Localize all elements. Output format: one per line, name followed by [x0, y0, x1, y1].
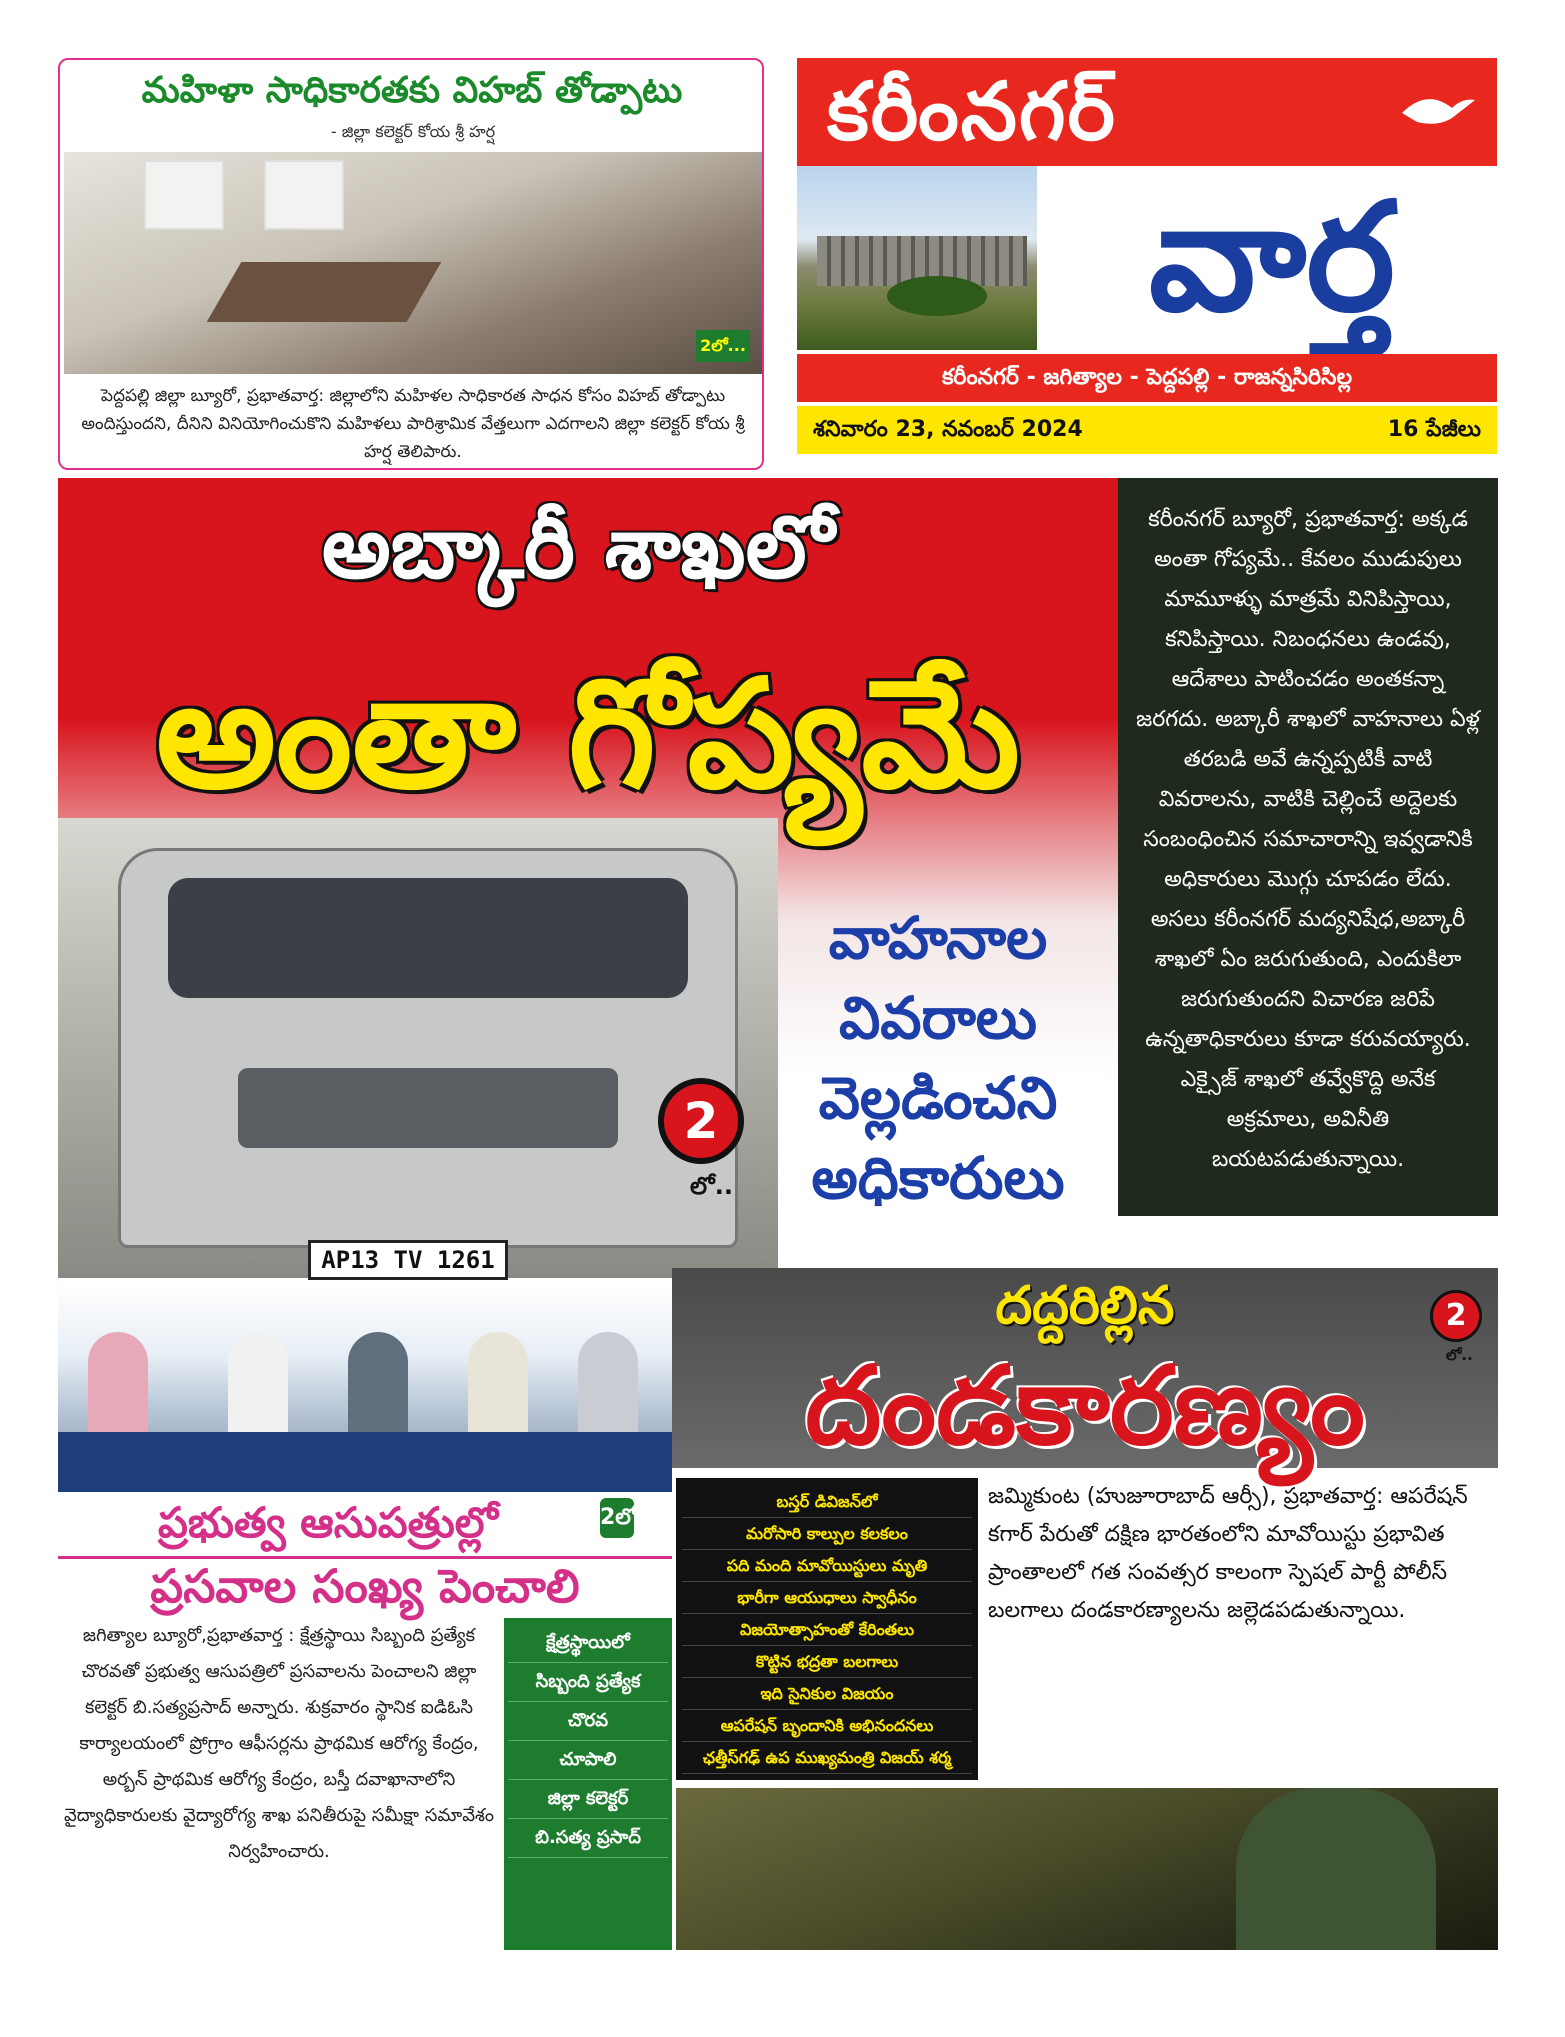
highlight-line: ఛత్తీస్‌గఢ్ ఉప ముఖ్యమంత్రి విజయ్ శర్మ — [682, 1742, 972, 1774]
main-subheadline — [758, 898, 1118, 1218]
dam-photo — [797, 166, 1037, 350]
story3-title-line1: ప్రభుత్వ ఆసుపత్రుల్లో — [157, 1498, 499, 1547]
logo-main-text: వార్త — [1148, 171, 1396, 345]
main-kicker: అబ్కారీ శాఖలో — [321, 498, 835, 598]
dove-icon — [1397, 78, 1477, 138]
van-grille — [238, 1068, 618, 1148]
person-figure — [88, 1332, 148, 1442]
soldier-figure — [1236, 1788, 1436, 1950]
person-figure — [228, 1332, 288, 1442]
districts-strip: కరీంనగర్ - జగిత్యాల - పెద్దపల్లి - రాజన్నసిరిసిల్ల — [797, 354, 1497, 402]
masthead — [797, 58, 1497, 468]
dateline-strip — [797, 406, 1497, 454]
story2-page-badge[interactable]: 2 — [1430, 1290, 1482, 1342]
quote-line: సిబ్బంది ప్రత్యేక — [508, 1663, 668, 1702]
quote-line: బి.సత్య ప్రసాద్ — [508, 1819, 668, 1858]
person-figure — [348, 1332, 408, 1442]
meeting-table — [58, 1432, 672, 1492]
teaser-byline: - జిల్లా కలెక్టర్ కోయ శ్రీ హర్ష — [330, 122, 496, 141]
story2-page-suffix: లో.. — [1446, 1346, 1473, 1364]
highlight-line: ఇది సైనికుల విజయం — [682, 1678, 972, 1710]
story3-page-badge[interactable]: 2లో — [600, 1498, 634, 1538]
van-windshield — [168, 878, 688, 998]
person-figure — [468, 1332, 528, 1442]
tree-shape — [887, 276, 987, 316]
teaser-box[interactable] — [58, 58, 764, 470]
window-decoration — [264, 160, 344, 230]
story3-body: జగిత్యాల బ్యూరో,ప్రభాతవార్త : క్షేత్రస్థాయి సిబ్బంది ప్రత్యేక చొరవతో ప్రభుత్వ ఆసుపత్రిలో ప్రసవాలను పెంచాలని జిల్లా కలెక్టర్ బి.సత్యప్రసాద్ అన్నారు. శుక్రవారం స్థానిక ఐడిఓసి కార్యాలయంలో ప్రోగ్రాం ఆఫీసర్లను ప్రాథమిక ఆరోగ్య కేంద్రం, అర్బన్ ప్రాథమిక ఆరోగ్య కేంద్రం, బస్తీ దవాఖానాలోని వైద్యాధికారులకు వైద్యారోగ్య శాఖ పనితీరుపై సమీక్షా సమావేశం నిర్వహించారు. — [63, 1625, 495, 1862]
license-plate: AP13 TV 1261 — [308, 1240, 508, 1280]
teaser-title: మహిళా సాధికారతకు విహబ్ తోడ్పాటు — [141, 70, 683, 111]
van-photo — [58, 818, 778, 1278]
story2-headline: దండకారణ్యం — [805, 1344, 1365, 1469]
highlight-line: ఆపరేషన్ బృందానికి అభినందనలు — [682, 1710, 972, 1742]
story2-highlights-box — [676, 1478, 978, 1780]
teaser-photo — [64, 152, 762, 374]
teaser-page-ref: 2లో... — [696, 330, 750, 362]
story3-title-line2: ప్రసవాల సంఖ్య పెంచాలి — [58, 1556, 672, 1625]
highlight-line: భారీగా ఆయుధాలు స్వాధీనం — [682, 1582, 972, 1614]
highlight-line: బస్తర్ డివిజన్‌లో — [682, 1486, 972, 1518]
quote-line: జిల్లా కలెక్టర్ — [508, 1780, 668, 1819]
highlight-line: విజయోత్సాహంతో కేరింతలు — [682, 1614, 972, 1646]
issue-date: శనివారం 23, నవంబర్ 2024 — [813, 417, 1083, 442]
main-headline: అంతా గోప్యమే — [155, 648, 1021, 822]
side-story-text: కరీంనగర్ బ్యూరో, ప్రభాతవార్త: అక్కడ అంతా గోప్యమే.. కేవలం ముడుపులు మామూళ్ళు మాత్రమే వినిపిస్తాయి, కనిపిస్తాయి. నిబంధనలు ఉండవు, ఆదేశాలు పాటించడం అంతకన్నా జరగదు. అబ్కారీ శాఖలో వాహనాలు ఏళ్ల తరబడి అవే ఉన్నప్పటికీ వాటి వివరాలను, వాటికి చెల్లించే అద్దెలకు సంబంధించిన సమాచారాన్ని ఇవ్వడానికి అధికారులు మొగ్గు చూపడం లేదు. అసలు కరీంనగర్ మద్యనిషేధ,అబ్కారీ శాఖలో ఏం జరుగుతుంది, ఎందుకిలా జరుగుతుందని విచారణ జరిపే ఉన్నతాధికారులు కూడా కరువయ్యారు. ఎక్సైజ్ శాఖలో తవ్వేకొద్ది అనేక అక్రమాలు, అవినీతి బయటపడుతున్నాయి. — [1118, 478, 1498, 1216]
subheadline-line: అధికారులు — [811, 1144, 1065, 1212]
meeting-table — [207, 262, 442, 322]
subheadline-line: వాహనాల — [828, 904, 1048, 972]
window-decoration — [144, 160, 224, 230]
teaser-body: పెద్దపల్లి జిల్లా బ్యూరో, ప్రభాతవార్త: జిల్లాలోని మహిళల సాధికారత సాధన కోసం విహబ్ తోడ్పాటు అందిస్తుందని, దీనిని వినియోగించుకొని మహిళలు పారిశ్రామిక వేత్తలుగా ఎదగాలని జిల్లా కలెక్టర్ కోయ శ్రీ హర్ష తెలిపారు. — [81, 386, 745, 462]
person-figure — [578, 1332, 638, 1442]
highlight-line: మరోసారి కాల్పుల కలకలం — [682, 1518, 972, 1550]
logo-top-text: కరీంనగర్ — [797, 58, 1497, 166]
story2-body: జమ్మికుంట (హుజూరాబాద్ ఆర్సీ), ప్రభాతవార్త: ఆపరేషన్ కగార్ పేరుతో దక్షిణ భారతంలోని మావోయిస్టు ప్రభావిత ప్రాంతాలలో గత సంవత్సర కాలంగా స్పెషల్ పార్టీ పోలీస్ బలగాలు దండకారణ్యాలను జల్లెడపడుతున్నాయి. — [988, 1484, 1468, 1623]
quote-line: చొరవ — [508, 1702, 668, 1741]
story2[interactable] — [672, 1268, 1498, 1950]
forest-operation-photo — [676, 1788, 1498, 1950]
story2-kicker: దద్దరిల్లిన — [995, 1276, 1175, 1336]
quote-line: చూపాలి — [508, 1741, 668, 1780]
page-ref-badge[interactable]: 2 — [658, 1078, 744, 1164]
quote-line: క్షేత్రస్థాయిలో — [508, 1624, 668, 1663]
story3-quote-box — [504, 1618, 672, 1950]
meeting-photo — [58, 1282, 672, 1492]
subheadline-line: వెల్లడించని — [818, 1064, 1058, 1132]
highlight-line: కొట్టిన భద్రతా బలగాలు — [682, 1646, 972, 1678]
page-ref-suffix: లో.. — [690, 1172, 733, 1200]
main-story[interactable] — [58, 478, 1498, 1280]
page-count: 16 పేజీలు — [1387, 417, 1481, 442]
highlight-line: పది మంది మావోయిస్టులు మృతి — [682, 1550, 972, 1582]
subheadline-line: వివరాలు — [838, 984, 1037, 1052]
